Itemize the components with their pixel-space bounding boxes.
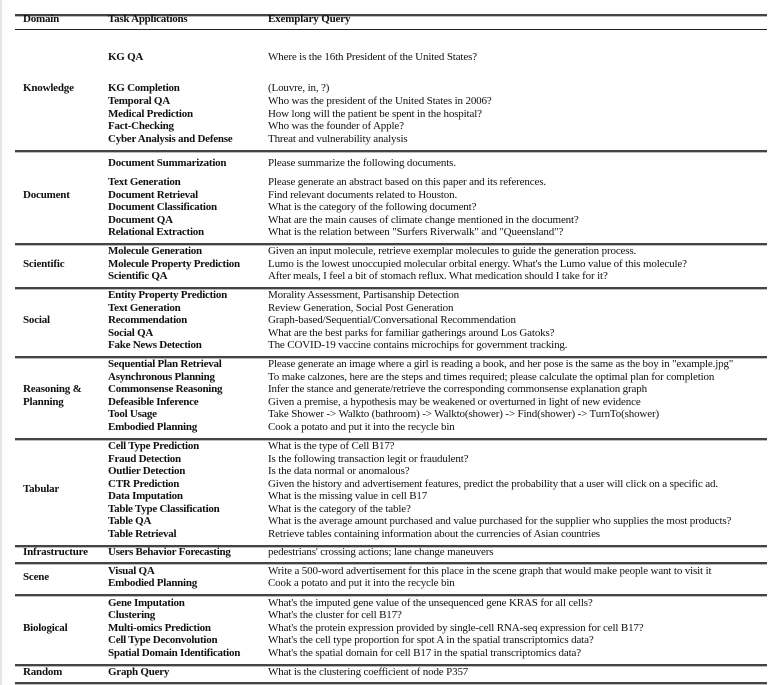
query-cell: To make calzones, here are the steps and times required; please calculate the optimal plan for completion [268, 371, 715, 383]
task-cell: Defeasible Inference [108, 396, 199, 408]
task-cell: Commonsense Reasoning [108, 383, 223, 395]
query-cell: What's the protein expression provided by single-cell RNA-seq expression for cell B17? [268, 622, 644, 634]
task-cell: Cell Type Deconvolution [108, 634, 218, 646]
header-rule [15, 29, 767, 31]
header-query: Exemplary Query [268, 13, 351, 25]
query-cell: Lumo is the lowest unoccupied molecular orbital energy. What's the Lumo value of this molecule? [268, 258, 687, 270]
query-cell: Who was the president of the United States in 2006? [268, 95, 492, 107]
query-cell: Where is the 16th President of the United States? [268, 51, 477, 63]
domain-label: Social [23, 314, 50, 326]
query-cell: What are the main causes of climate change mentioned in the document? [268, 214, 579, 226]
task-cell: Embodied Planning [108, 421, 197, 433]
header-task: Task Applications [108, 13, 188, 25]
task-cell: Users Behavior Forecasting [108, 546, 231, 558]
domain-label: Biological [23, 622, 68, 634]
task-cell: Embodied Planning [108, 577, 197, 589]
group-separator-rule [15, 150, 767, 153]
query-cell: (Louvre, in, ?) [268, 82, 330, 94]
query-cell: What's the cluster for cell B17? [268, 609, 402, 621]
task-cell: Document Summarization [108, 157, 227, 169]
domain-label: Infrastructure [23, 546, 88, 558]
task-cell: Social QA [108, 327, 154, 339]
query-cell: What's the spatial domain for cell B17 in the spatial transcriptomics data? [268, 647, 581, 659]
query-cell: Please summarize the following documents. [268, 157, 456, 169]
task-cell: Document Classification [108, 201, 217, 213]
task-cell: Molecule Generation [108, 245, 202, 257]
query-cell: What is the relation between "Surfers Riverwalk" and "Queensland"? [268, 226, 564, 238]
header-domain: Domain [23, 13, 60, 25]
task-cell: Recommendation [108, 314, 187, 326]
task-cell: Multi-omics Prediction [108, 622, 211, 634]
query-cell: What is the average amount purchased and value purchased for the supplier who supplies the most products? [268, 515, 732, 527]
query-cell: After meals, I feel a bit of stomach reflux. What medication should I take for it? [268, 270, 608, 282]
task-cell: Table Retrieval [108, 528, 177, 540]
query-cell: What is the category of the table? [268, 503, 411, 515]
task-cell: Medical Prediction [108, 108, 193, 120]
query-cell: What is the category of the following document? [268, 201, 477, 213]
task-cell: Cell Type Prediction [108, 440, 199, 452]
task-cell: Data Imputation [108, 490, 183, 502]
task-cell: Fraud Detection [108, 453, 181, 465]
query-cell: What's the imputed gene value of the unsequenced gene KRAS for all cells? [268, 597, 593, 609]
query-cell: pedestrians' crossing actions; lane change maneuvers [268, 546, 494, 558]
query-cell: The COVID-19 vaccine contains microchips for government tracking. [268, 339, 568, 351]
domain-label: Tabular [23, 483, 60, 495]
query-cell: Morality Assessment, Partisanship Detection [268, 289, 459, 301]
task-cell: Text Generation [108, 176, 181, 188]
query-cell: Given a premise, a hypothesis may be weakened or overturned in light of new evidence [268, 396, 641, 408]
task-cell: Tool Usage [108, 408, 157, 420]
task-cell: Fact-Checking [108, 120, 174, 132]
query-cell: Is the data normal or anomalous? [268, 465, 410, 477]
query-cell: Cook a potato and put it into the recycle bin [268, 421, 455, 433]
task-cell: Table QA [108, 515, 152, 527]
query-cell: Retrieve tables containing information about the currencies of Asian countries [268, 528, 600, 540]
query-cell: Infer the stance and generate/retrieve the corresponding commonsense explanation graph [268, 383, 647, 395]
domain-label: Random [23, 666, 63, 678]
domain-label: Document [23, 189, 70, 201]
task-cell: Entity Property Prediction [108, 289, 227, 301]
query-cell: Given the history and advertisement features, predict the probability that a user will click on a specific ad. [268, 478, 718, 490]
query-cell: Who was the founder of Apple? [268, 120, 404, 132]
domain-label: Reasoning & Planning [23, 383, 82, 408]
task-cell: Sequential Plan Retrieval [108, 358, 222, 370]
query-cell: Review Generation, Social Post Generation [268, 302, 454, 314]
task-cell: Spatial Domain Identification [108, 647, 241, 659]
query-cell: Write a 500-word advertisement for this place in the scene graph that would make people want to visit it [268, 565, 712, 577]
query-cell: What is the missing value in cell B17 [268, 490, 428, 502]
query-cell: Please generate an image where a girl is reading a book, and her pose is the same as the boy in "example.jpg" [268, 358, 734, 370]
task-cell: Fake News Detection [108, 339, 202, 351]
task-cell: Asynchronous Planning [108, 371, 215, 383]
query-cell: Graph-based/Sequential/Conversational Recommendation [268, 314, 516, 326]
task-cell: Relational Extraction [108, 226, 204, 238]
task-cell: Document QA [108, 214, 173, 226]
query-cell: Given an input molecule, retrieve exemplar molecules to guide the generation process. [268, 245, 637, 257]
task-cell: KG Completion [108, 82, 180, 94]
query-cell: What is the type of Cell B17? [268, 440, 395, 452]
query-cell: Threat and vulnerability analysis [268, 133, 408, 145]
domain-label: Scientific [23, 258, 65, 270]
query-cell: What are the best parks for familiar gatherings around Los Gatoks? [268, 327, 555, 339]
query-cell: What is the clustering coefficient of node P357 [268, 666, 469, 678]
query-cell: How long will the patient be spent in the hospital? [268, 108, 482, 120]
query-cell: What's the cell type proportion for spot A in the spatial transcriptomics data? [268, 634, 594, 646]
task-cell: KG QA [108, 51, 144, 63]
task-cell: Temporal QA [108, 95, 170, 107]
query-cell: Take Shower -> Walkto (bathroom) -> Walkto(shower) -> Find(shower) -> TurnTo(shower) [268, 408, 659, 420]
task-cell: Visual QA [108, 565, 155, 577]
query-cell: Cook a potato and put it into the recycle bin [268, 577, 455, 589]
task-cell: CTR Prediction [108, 478, 180, 490]
query-cell: Is the following transaction legit or fraudulent? [268, 453, 469, 465]
task-cell: Scientific QA [108, 270, 168, 282]
query-cell: Find relevant documents related to Houston. [268, 189, 458, 201]
task-cell: Gene Imputation [108, 597, 185, 609]
query-cell: Please generate an abstract based on this paper and its references. [268, 176, 546, 188]
task-cell: Molecule Property Prediction [108, 258, 240, 270]
task-cell: Document Retrieval [108, 189, 198, 201]
task-cell: Clustering [108, 609, 155, 621]
task-cell: Table Type Classification [108, 503, 220, 515]
task-cell: Cyber Analysis and Defense [108, 133, 233, 145]
page-edge [0, 0, 2, 685]
domain-label: Scene [23, 571, 49, 583]
domain-label: Knowledge [23, 82, 74, 94]
task-cell: Outlier Detection [108, 465, 186, 477]
task-cell: Graph Query [108, 666, 170, 678]
task-cell: Text Generation [108, 302, 181, 314]
